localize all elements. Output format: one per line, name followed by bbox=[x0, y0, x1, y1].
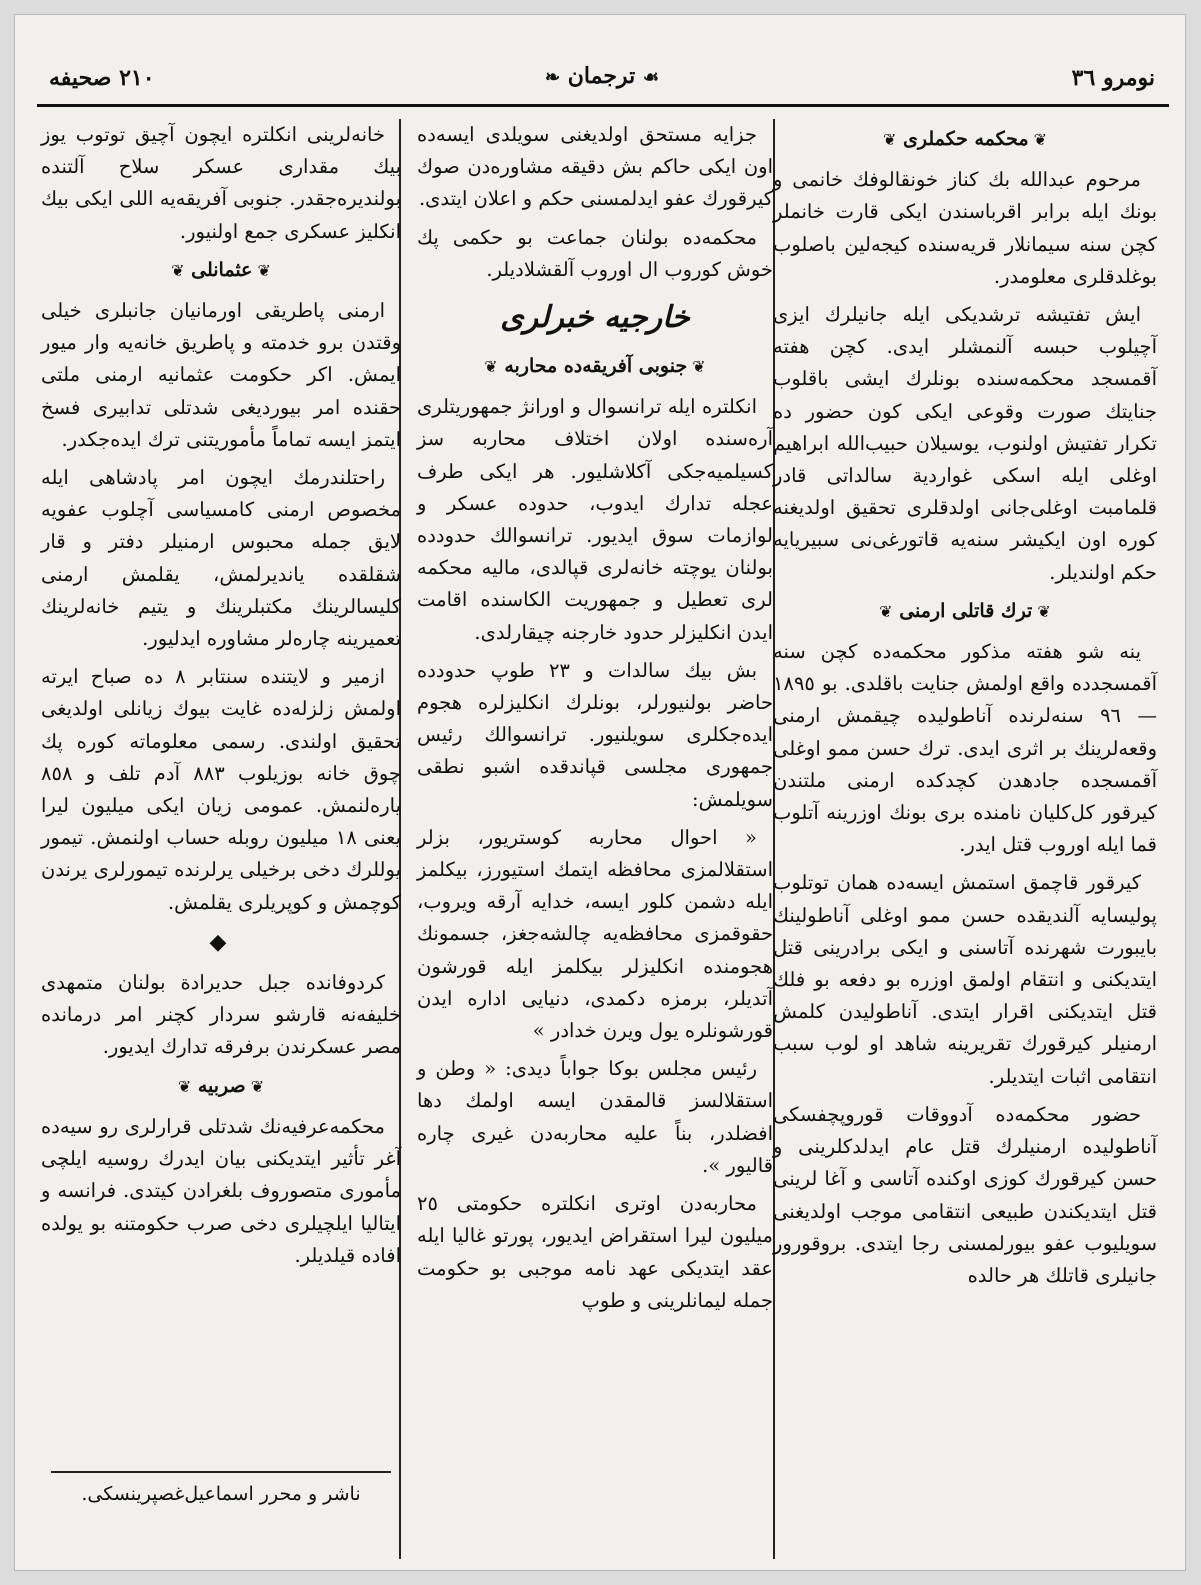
paragraph: خانه‌لرينى انكلتره ايچون آچيق توتوب يوز بيك مقدارى عسكر سلاح آلتنده بولندير‌ه‌جقدر. جنوبى آفريقه‌يه اللى ايكى بيك انكليز عسكرى جمع اولنيور. bbox=[41, 123, 401, 243]
page-number: ٢١٠ صحيفه bbox=[49, 65, 155, 91]
ornament-icon: ❦ bbox=[687, 357, 706, 377]
paper-title: ترجمان bbox=[567, 63, 636, 89]
newspaper-page bbox=[14, 14, 1186, 1571]
section-heading: ❦ محكمه حكملرى ❦ bbox=[882, 128, 1048, 150]
paragraph: رئيس مجلس بوكا جواباً ديدى: « وطن و استقلالسز قالمقدن ايسه اولمك دها افضلدر، بناً عليه محاربه‌دن غيرى چاره قاليور ». bbox=[417, 1057, 773, 1177]
publisher-imprint: ناشر و محرر اسماعيل‌غصپرينسكى. bbox=[51, 1471, 391, 1505]
left-column bbox=[41, 119, 401, 1559]
middle-column bbox=[417, 119, 773, 1559]
section-heading: ❦ جنوبى آفريقه‌ده محاربه ❦ bbox=[484, 355, 706, 378]
paragraph: انكلتره ايله ترانسوال و اورانژ جمهوريتلرى آره‌سنده اولان اختلاف محاربه سز كسيلميه‌جكى آكلاشليور. هر ايكى طرف عجله تدارك ايدوب، حدوده عسكر و لوازمات سوق ايديور. ترانسوالك حدودده بولنان يوچته خانه‌لرى قپالدى، ماليه محكمه لرى تعطيل و جمهوريت الكاسنده اقامت ايدن انكليزلر حدود خارجنه چيقارلدى. bbox=[417, 395, 773, 644]
ornament-icon: ❦ bbox=[484, 357, 498, 377]
ornament-icon: ❦ bbox=[245, 1076, 265, 1096]
paragraph: كيرقور قاچمق استمش ايسه‌ده همان توتلوب پوليسايه آلنديقده حسن ممو اوغلى آناطولينك بايبورت شهرنده آتاسنى و ايكى برادرينى قتل ايتديكنى و انتقام اولمق اوزره بو دفعه بو فلك قتل ايتديكنى اقرار ايتدى. آناطوليدن كلمش ارمنيلر كيرقورك تقريرينه شاهد او لوب سبب انتقامى اثبات ايتديلر. bbox=[773, 871, 1157, 1088]
ornament-icon: ❦ bbox=[171, 260, 185, 280]
paragraph: راحتلندرمك ايچون امر پادشاهى ايله مخصوص ارمنى كامسياسى آچلوب عفويه لايق جمله محبوس ارمنيلر دفتر و قار شقلقده ياندير‌لمش، يقلمش ارمنى كليسالرينك مكتبلرينك و يتيم خانه‌لرينك تعميرينه چاره‌لر مشاوره ايدليور. bbox=[41, 466, 401, 651]
paragraph: ايش تفتيشه ترشديكى ايله جانيلرك ايزى آچيلوب حبسه آلنمشلر ايدى. كچن هفته آقمسجد محكمه‌سنده بونلرك ايشى باقلوب جنايتك صورت وقوعى ايكى كون حضور ده تكرار تفتيش اولنوب، يوسيلان حبيب‌الله ابراهيم اوغلى ايله اسكى غواردية سالداتى قادر قلمامبت اوغلى‌جانى اولدقلرى تحقيق اولديغنه كوره اون ايكيشر سنه‌يه قاتورغى‌نى سبيريايه حكم اولنديلر. bbox=[773, 303, 1157, 584]
paragraph: محاربه‌دن اوترى انكلتره حكومتى ٢٥ ميليون ليرا استقراض ايديور، پورتو غاليا ايله عقد ايتديكى عهد نامه موجبى بو حكومت جمله ليمانلرينى و طوپ bbox=[417, 1192, 773, 1312]
ornament-left-icon: ❧ bbox=[544, 67, 561, 88]
paragraph: كردوفانده جبل حديرادة بولنان متمهدى خليفه‌نه قارشو سردار كچنر امر درمانده مصر عسكرندن برفرقه تدارك ايديور. bbox=[41, 971, 401, 1059]
section-heading: ❦ صربيه ❦ bbox=[177, 1074, 265, 1097]
paragraph: ارمنى پاطريقى اورمانيان جانبلرى خيلى وقتدن برو خدمته و پاطريق خانه‌يه وار ميور ايمش. اكر حكومت عثمانيه ارمنى ملتى حقنده امر بيورديغى شدتلى تدابيرى فسخ ايتمز ايسه تماماً مأموريتنى ترك ايده‌جكدر. bbox=[41, 299, 401, 451]
masthead-rule bbox=[37, 104, 1169, 107]
paragraph: محكمه‌ده بولنان جماعت بو حكمى پك خوش كوروب ال اوروب آلقشلاديلر. bbox=[417, 225, 773, 281]
paper-title-block bbox=[37, 63, 1167, 89]
ornament-icon: ❦ bbox=[1032, 601, 1051, 621]
paragraph: ازمير و لايتنده سنتابر ٨ ده صباح ايرته اولمش زلزله‌ده غايت بيوك زيانلى اولديغى تحقيق اولندى. رسمى معلوماته كوره پك چوق خانه بوزيلوب ٨٨٣ آدم تلف و ٨٥٨ ياره‌لنمش. عمومى زيان ايكى ميليون ليرا يعنى ١٨ ميليون روبله حساب اولنمش. تيمور يوللرك دخى برخيلى يرلرنده تيمورلرى يرندن كوچمش و كوپريلرى يقلمش. bbox=[41, 665, 402, 914]
right-column bbox=[773, 119, 1157, 1559]
paragraph: « احوال محاربه كوستريور، بزلر استقلالمزى محافظه ايتمك استيورز، بيكلمز ايله دشمن كلور ايسه، خدايه آرقه ويروب، حقوقمزى محافظه‌يه چالشه‌جغز، جسمونك هجومنده انكليزلر بيكلمز ايله قورشون آتديلر، برمزه دكمدى، دنيايى اداره ايدن قورشونلره يول ويرن خدادر » bbox=[417, 825, 773, 1043]
paragraph: جزايه مستحق اولديغنى سويلدى ايسه‌ده اون ايكى حاكم بش دقيقه مشاوره‌دن صوك كيرقورك عفو ايدلمسنى حكم و اعلان ايتدى. bbox=[417, 123, 773, 211]
paragraph: محكمه‌عرفيه‌نك شدتلى قرارلرى رو سيه‌ده آغر تأثير ايتديكنى بيان ايدرك روسيه ايلچى مأمورى متصوروف بلغرادن كيتدى. فرانسه و ايتاليا ايلچيلرى دخى صرب حكومتنه بو يولده افاده قيلديلر. bbox=[41, 1114, 401, 1267]
ornament-icon: ❦ bbox=[252, 260, 271, 280]
paragraph: بش بيك سالدات و ٢٣ طوپ حدودده حاضر بولنيورلر، بونلرك انكليزلره هجوم ايده‌جكلرى سويلنيور. ترانسوالك رئيس جمهورى مجلسى قپاندقده اشبو نطقى سويلمش: bbox=[417, 658, 773, 811]
paragraph: ينه شو هفته مذكور محكمه‌ده كچن سنه آقمسجدده واقع اولمش جنايت باقلدى. بو ١٨٩٥ — ٩٦ سنه‌لرنده آناطوليده چيقمش ارمنى وقعه‌لرينك بر اثرى ايدى. ترك حسن ممو اوغلى آقمسجده جادهدن كچدكده ارمنى ملتندن كيرقور كل‌كليان نامنده برى بونك اوزرينه آتلوب قما ايله اوروب قتل ايدر. bbox=[773, 640, 1157, 857]
divider-diamond-icon: ◆ bbox=[209, 929, 233, 955]
ornament-icon: ❦ bbox=[1028, 130, 1048, 149]
section-heading: ❦ ترك قاتلى ارمنى ❦ bbox=[879, 599, 1051, 622]
ornament-icon: ❦ bbox=[882, 130, 897, 149]
masthead bbox=[37, 59, 1167, 103]
section-heading: ❦ عثمانلى ❦ bbox=[171, 258, 271, 281]
issue-number: نومرو ٣٦ bbox=[1071, 65, 1155, 91]
paragraph: حضور محكمه‌ده آدووقات قوروپچفسكى آناطوليده ارمنيلرك قتل عام ايدلدكلرينى و حسن كيرقورك كوزى اوكنده آتاسى و آغا لرينى قتل ايتديكندن طبيعى انتقامى موجب اولديغنى سويليوب عفو بيورلمسنى رجا ايتدى. بروقورور جانيلرى قاتلك هر حالده bbox=[773, 1102, 1157, 1287]
paragraph: مرحوم عبدالله بك كناز خونقالوفك خانمى و بونك ايله برابر اقرباسندن ايكى قارت خانملر كچن سنه سيمانلار قريه‌سنده كيجه‌لين باصلوب بوغلدقلرى معلومدر. bbox=[773, 168, 1157, 288]
foreign-news-heading: خارجيه خبرلرى bbox=[500, 300, 690, 336]
ornament-icon: ❦ bbox=[879, 601, 893, 621]
ornament-right-icon: ☙ bbox=[642, 67, 660, 88]
ornament-icon: ❦ bbox=[177, 1076, 192, 1096]
